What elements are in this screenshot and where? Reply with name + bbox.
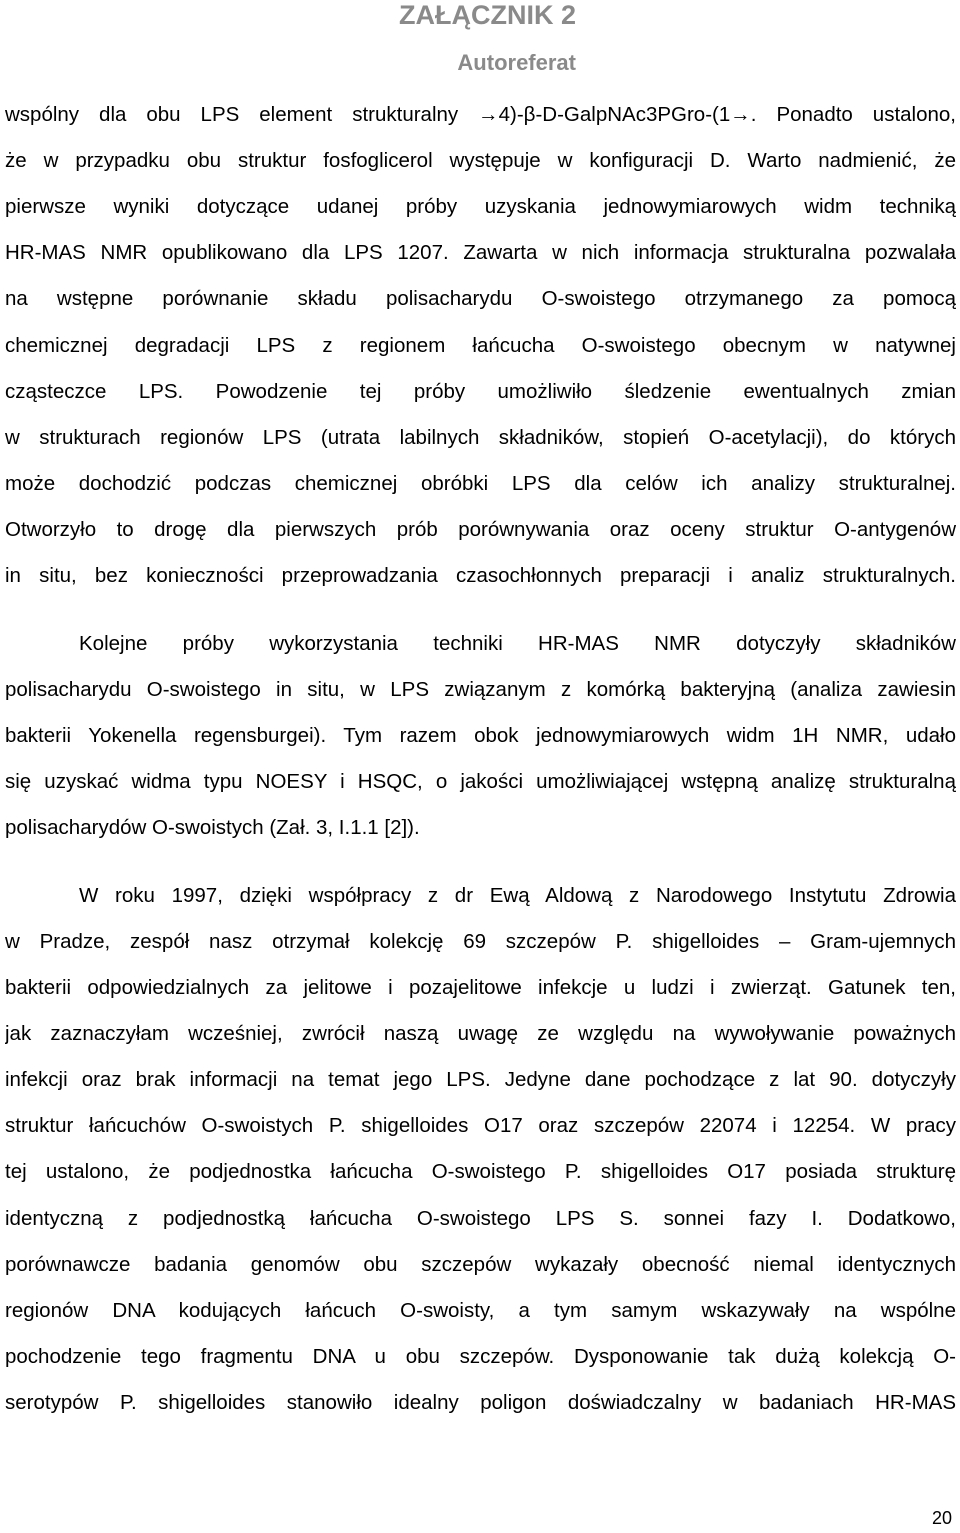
text-line: bakterii odpowiedzialnych za jelitowe i pozajelitowe infekcje u ludzi i zwierząt. Gatunek ten, bbox=[5, 976, 956, 999]
text-line: identyczną z podjednostką łańcucha O-swoistego LPS S. sonnei fazy I. Dodatkowo, bbox=[5, 1207, 956, 1230]
text-line: chemicznej degradacji LPS z regionem łańcucha O-swoistego obecnym w natywnej bbox=[5, 334, 956, 357]
text-line: serotypów P. shigelloides stanowiło idealny poligon doświadczalny w badaniach HR-MAS bbox=[5, 1391, 956, 1414]
text-line: bakterii Yokenella regensburgei). Tym razem obok jednowymiarowych widm 1H NMR, udało bbox=[5, 724, 956, 747]
text-line: struktur łańcuchów O-swoistych P. shigelloides O17 oraz szczepów 22074 i 12254. W pracy bbox=[5, 1114, 956, 1137]
text-line: W roku 1997, dzięki współpracy z dr Ewą Aldową z Narodowego Instytutu Zdrowia bbox=[79, 884, 956, 907]
page-number: 20 bbox=[931, 1508, 952, 1528]
text-line: polisacharydu O-swoistego in situ, w LPS związanym z komórką bakteryjną (analiza zawiesin bbox=[5, 678, 956, 701]
text-line: się uzyskać widma typu NOESY i HSQC, o jakości umożliwiającej wstępną analizę strukturalną bbox=[5, 770, 956, 793]
text-line: cząsteczce LPS. Powodzenie tej próby umożliwiło śledzenie ewentualnych zmian bbox=[5, 380, 956, 403]
text-line: na wstępne porównanie składu polisacharydu O-swoistego otrzymanego za pomocą bbox=[5, 287, 956, 310]
text-line: pierwsze wyniki dotyczące udanej próby uzyskania jednowymiarowych widm techniką bbox=[5, 195, 956, 218]
text-line: regionów DNA kodujących łańcuch O-swoisty, a tym samym wskazywały na wspólne bbox=[5, 1299, 956, 1322]
text-line: porównawcze badania genomów obu szczepów wykazały obecność niemal identycznych bbox=[5, 1253, 956, 1276]
text-line: może dochodzić podczas chemicznej obróbki LPS dla celów ich analizy strukturalnej. bbox=[5, 472, 956, 495]
text-line: polisacharydów O-swoistych (Zał. 3, I.1.1 [2]). bbox=[5, 816, 420, 839]
header-title: ZAŁĄCZNIK 2 bbox=[399, 0, 576, 30]
text-line: Otworzyło to drogę dla pierwszych prób porównywania oraz oceny struktur O-antygenów bbox=[5, 518, 956, 541]
text-line: wspólny dla obu LPS element strukturalny →4)-β-D-GalpNAc3PGro-(1→. Ponadto ustalono, bbox=[5, 103, 956, 126]
text-line: jak zaznaczyłam wcześniej, zwrócił naszą uwagę ze względu na wywoływanie poważnych bbox=[5, 1022, 956, 1045]
header-subtitle: Autoreferat bbox=[457, 50, 576, 75]
text-line: w strukturach regionów LPS (utrata labilnych składników, stopień O-acetylacji), do których bbox=[5, 426, 956, 449]
text-line: in situ, bez konieczności przeprowadzania czasochłonnych preparacji i analiz strukturalnych. bbox=[5, 564, 956, 587]
text-line: w Pradze, zespół nasz otrzymał kolekcję 69 szczepów P. shigelloides – Gram-ujemnych bbox=[5, 930, 956, 953]
text-line: pochodzenie tego fragmentu DNA u obu szczepów. Dysponowanie tak dużą kolekcją O- bbox=[5, 1345, 956, 1368]
text-line: HR-MAS NMR opublikowano dla LPS 1207. Zawarta w nich informacja strukturalna pozwalała bbox=[5, 241, 956, 264]
text-line: tej ustalono, że podjednostka łańcucha O-swoistego P. shigelloides O17 posiada strukturę bbox=[5, 1160, 956, 1183]
text-line: że w przypadku obu struktur fosfoglicerol występuje w konfiguracji D. Warto nadmienić, że bbox=[5, 149, 956, 172]
text-line: infekcji oraz brak informacji na temat jego LPS. Jedyne dane pochodzące z lat 90. dotyczyły bbox=[5, 1068, 956, 1091]
text-line: Kolejne próby wykorzystania techniki HR-MAS NMR dotyczyły składników bbox=[79, 632, 956, 655]
